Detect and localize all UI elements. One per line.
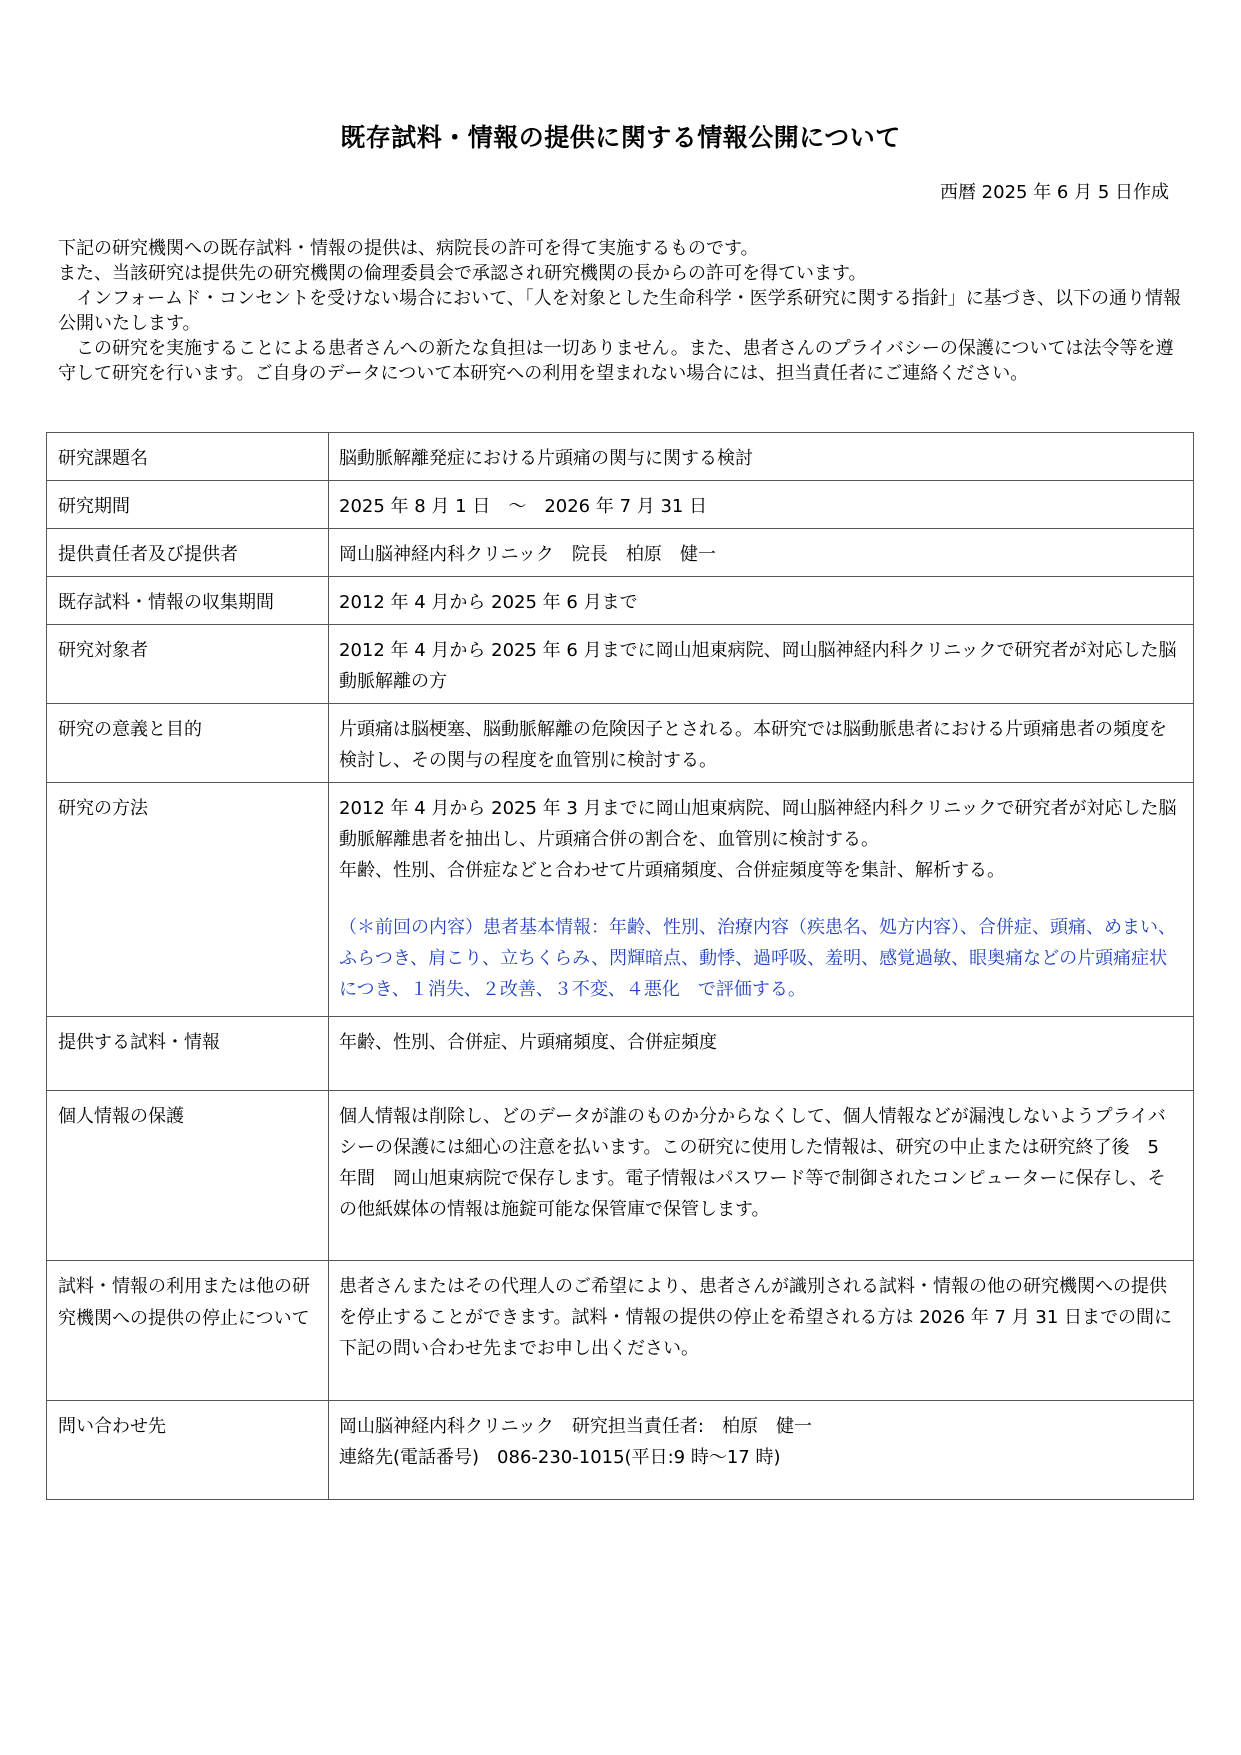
label-provider: 提供責任者及び提供者: [47, 529, 329, 577]
value-privacy: 個人情報は削除し、どのデータが誰のものか分からなくして、個人情報などが漏洩しないようプライバシーの保護には細心の注意を払います。この研究に使用した情報は、研究の中止または研究終了後 5 年間 岡山旭東病院で保存します。電子情報はパスワード等で制御されたコンピューターに保存し、その他紙媒体の情報は施錠可能な保管庫で保管します。: [329, 1091, 1194, 1261]
method-text: 2012 年 4 月から 2025 年 3 月までに岡山旭東病院、岡山脳神経内科クリニックで研究者が対応した脳動脈解離患者を抽出し、片頭痛合併の割合を、血管別に検討する。: [339, 798, 1177, 850]
research-info-table: [46, 432, 1194, 1500]
row-research-period: [47, 481, 1194, 529]
value-subjects: 2012 年 4 月から 2025 年 6 月までに岡山旭東病院、岡山脳神経内科クリニックで研究者が対応した脳動脈解離の方: [329, 625, 1194, 704]
label-purpose: 研究の意義と目的: [47, 704, 329, 783]
contact-phone: 連絡先(電話番号) 086-230-1015(平日:9 時～17 時): [339, 1447, 781, 1468]
row-purpose: [47, 704, 1194, 783]
contact-clinic: 岡山脳神経内科クリニック 研究担当責任者: 柏原 健一: [339, 1416, 812, 1437]
row-provided-data: [47, 1017, 1194, 1091]
row-subjects: [47, 625, 1194, 704]
value-collection-period: 2012 年 4 月から 2025 年 6 月まで: [329, 577, 1194, 625]
value-method: [329, 783, 1194, 1017]
value-purpose: 片頭痛は脳梗塞、脳動脈解離の危険因子とされる。本研究では脳動脈患者における片頭痛患者の頻度を検討し、その関与の程度を血管別に検討する。: [329, 704, 1194, 783]
label-collection-period: 既存試料・情報の収集期間: [47, 577, 329, 625]
method-previous-note: （＊前回の内容）患者基本情報：年齢、性別、治療内容（疾患名、処方内容）、合併症、頭痛、めまい、ふらつき、肩こり、立ちくらみ、閃輝暗点、動悸、過呼吸、羞明、感覚過敏、眼奥痛などの片頭痛症状につき、１消失、２改善、３不変、４悪化 で評価する。: [339, 917, 1176, 1000]
intro-paragraph: また、当該研究は提供先の研究機関の倫理委員会で承認され研究機関の長からの許可を得ています。: [58, 263, 867, 284]
row-provider: [47, 529, 1194, 577]
label-research-period: 研究期間: [47, 481, 329, 529]
page-title: 既存試料・情報の提供に関する情報公開について: [340, 123, 901, 152]
row-research-title: [47, 433, 1194, 481]
label-research-title: 研究課題名: [47, 433, 329, 481]
label-subjects: 研究対象者: [47, 625, 329, 704]
value-provided-data: 年齢、性別、合併症、片頭痛頻度、合併症頻度: [329, 1017, 1194, 1091]
value-contact: [329, 1401, 1194, 1500]
value-stop-provision: 患者さんまたはその代理人のご希望により、患者さんが識別される試料・情報の他の研究機関への提供を停止することができます。試料・情報の提供の停止を希望される方は 2026 年 7 月 31 日までの間に下記の問い合わせ先までお申し出ください。: [329, 1261, 1194, 1401]
intro-paragraph: 下記の研究機関への既存試料・情報の提供は、病院長の許可を得て実施するものです。: [58, 238, 759, 259]
row-stop-provision: [47, 1261, 1194, 1401]
intro-text: [58, 236, 1188, 386]
row-collection-period: [47, 577, 1194, 625]
value-research-title: 脳動脈解離発症における片頭痛の関与に関する検討: [329, 433, 1194, 481]
value-provider: 岡山脳神経内科クリニック 院長 柏原 健一: [329, 529, 1194, 577]
label-privacy: 個人情報の保護: [47, 1091, 329, 1261]
row-method: [47, 783, 1194, 1017]
row-privacy: [47, 1091, 1194, 1261]
label-method: 研究の方法: [47, 783, 329, 1017]
row-contact: [47, 1401, 1194, 1500]
creation-date: 西暦 2025 年 6 月 5 日作成: [939, 182, 1169, 203]
intro-paragraph: この研究を実施することによる患者さんへの新たな負担は一切ありません。また、患者さんのプライバシーの保護については法令等を遵守して研究を行います。ご自身のデータについて本研究への利用を望まれない場合には、担当責任者にご連絡ください。: [58, 338, 1174, 384]
label-stop-provision: 試料・情報の利用または他の研究機関への提供の停止について: [47, 1261, 329, 1401]
label-contact: 問い合わせ先: [47, 1401, 329, 1500]
intro-paragraph: インフォームド・コンセントを受けない場合において、「人を対象とした生命科学・医学系研究に関する指針」に基づき、以下の通り情報公開いたします。: [58, 288, 1182, 334]
method-text: 年齢、性別、合併症などと合わせて片頭痛頻度、合併症頻度等を集計、解析する。: [339, 860, 1005, 881]
value-research-period: 2025 年 8 月 1 日 ～ 2026 年 7 月 31 日: [329, 481, 1194, 529]
label-provided-data: 提供する試料・情報: [47, 1017, 329, 1091]
